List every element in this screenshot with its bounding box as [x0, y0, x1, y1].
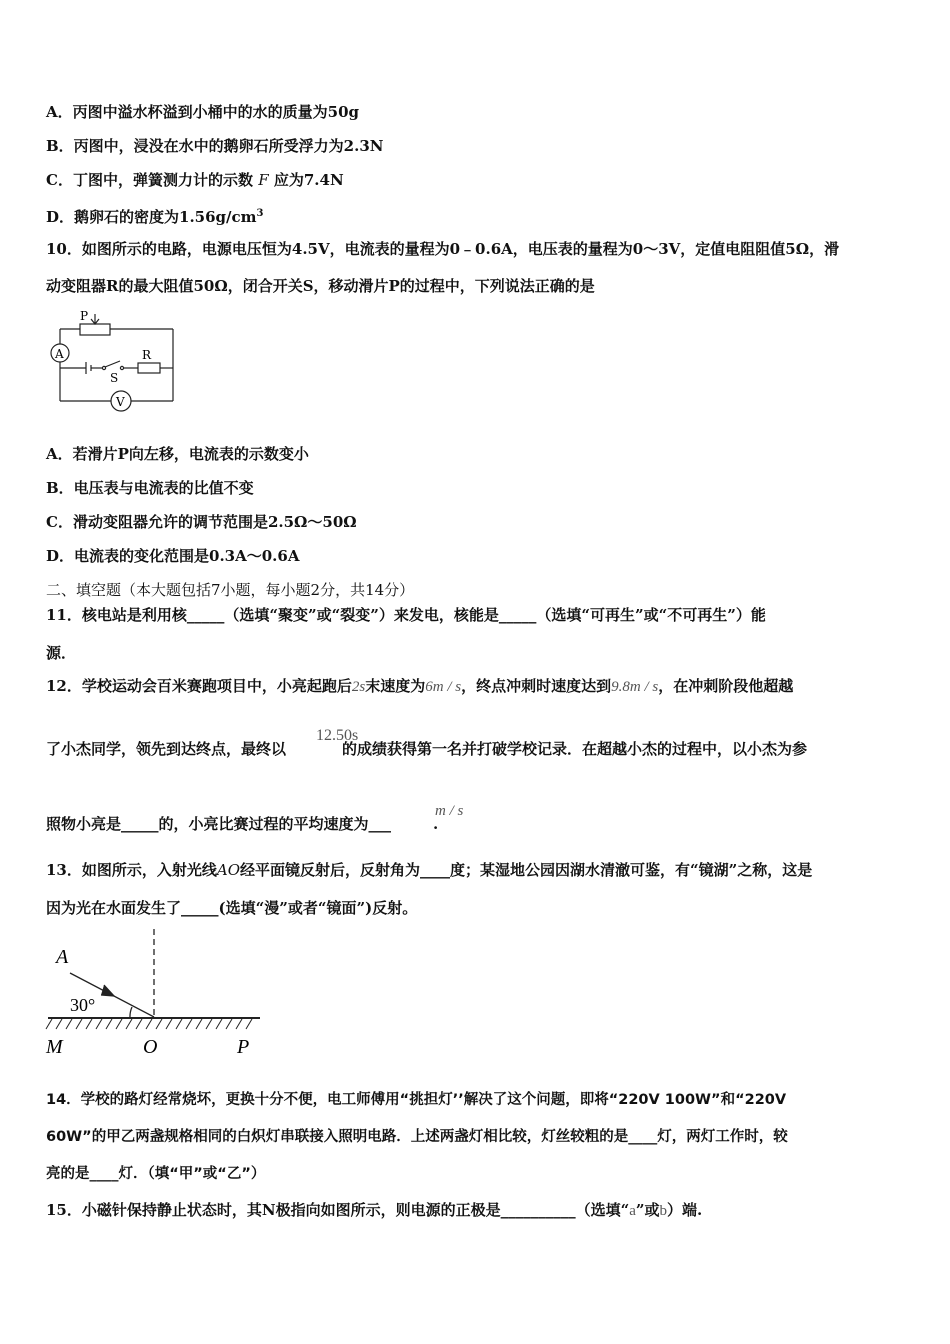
q9-option-c-pre: C．丁图中，弹簧测力计的示数 [46, 171, 253, 189]
q12-l3-b: . [433, 815, 439, 833]
circuit-label-r: R [142, 348, 152, 362]
mirror-label-angle: 30° [70, 995, 96, 1015]
mirror-label-m: M [46, 1036, 63, 1058]
q15-c: ）端. [667, 1201, 703, 1219]
q12-l1-speed1: 6m / s [425, 679, 462, 695]
q9-option-d-pre: D．鹅卵石的密度为1.56g/cm [46, 208, 257, 226]
q10-option-c: C．滑动变阻器允许的调节范围是2.5Ω～50Ω [46, 513, 357, 531]
q12-l1-speed2: 9.8m / s [611, 679, 659, 695]
q9-option-d-sup: 3 [256, 208, 264, 219]
mirror-hatching [46, 1019, 252, 1029]
q12-l1-a: 12．学校运动会百米赛跑项目中，小亮起跑后 [46, 677, 352, 695]
q9-option-b: B．丙图中，浸没在水中的鹅卵石所受浮力为2.3N [46, 137, 384, 155]
q12-l1-time: 2s [351, 679, 366, 695]
q10-circuit-diagram [40, 306, 185, 416]
q12-line3 [46, 814, 438, 834]
circuit-label-s: S [110, 371, 119, 385]
q10-stem-line1: 10．如图所示的电路，电源电压恒为4.5V，电流表的量程为0﹣0.6A，电压表的量程为0～3V，定值电阻阻值5Ω，滑 [46, 240, 840, 258]
q11-line2: 源． [46, 644, 77, 662]
q10-option-a: A．若滑片P向左移，电流表的示数变小 [46, 445, 309, 463]
q15-opt-b: b [659, 1203, 668, 1219]
q10-option-b: B．电压表与电流表的比值不变 [46, 479, 254, 497]
q15-opt-a: a [629, 1203, 636, 1219]
q15-a: 15．小磁针保持静止状态时，其N极指向如图所示，则电源的正极是__________（选填“ [46, 1201, 630, 1219]
q11-line1: 11．核电站是利用核_____（选填“聚变”或“裂变”）来发电，核能是_____（选填“可再生”或“不可再生”）能 [46, 606, 766, 624]
q10-option-d: D．电流表的变化范围是0.3A～0.6A [46, 547, 300, 565]
q10-stem-line2: 动变阻器R的最大阻值50Ω，闭合开关S，移动滑片P的过程中，下列说法正确的是 [46, 277, 595, 295]
q12-l2-b: 的成绩获得第一名并打破学校记录．在超越小杰的过程中，以小杰为参 [342, 740, 808, 758]
q12-l1-d: ，在冲刺阶段他超越 [658, 677, 794, 695]
q12-l2-a: 了小杰同学，领先到达终点，最终以 [46, 740, 287, 758]
angle-arc [130, 1007, 132, 1018]
q12-l3-a: 照物小亮是_____的，小亮比赛过程的平均速度为___ [46, 815, 392, 833]
q14-line3: 亮的是____灯．（填“甲”或“乙”） [46, 1166, 266, 1182]
q13-line2: 因为光在水面发生了_____(选填“漫”或者“镜面”)反射。 [46, 899, 418, 917]
circuit-label-p: P [80, 309, 89, 323]
q12-l1-c: ，终点冲刺时速度达到 [461, 677, 612, 695]
q9-option-a: A．丙图中溢水杯溢到小桶中的水的质量为50g [46, 103, 360, 121]
switch-symbol [105, 361, 120, 367]
mirror-label-a: A [56, 946, 69, 968]
q12-l1-b: 末速度为 [365, 677, 426, 695]
mirror-label-o: O [143, 1036, 158, 1058]
q9-option-c [46, 170, 344, 190]
q15-line [46, 1200, 702, 1221]
q13-l1-var: AO [216, 861, 241, 879]
mirror-label-p: P [237, 1036, 250, 1058]
q9-option-c-var: F [258, 171, 269, 189]
section-2-heading: 二、填空题（本大题包括7小题，每小题2分，共14分） [46, 581, 415, 599]
q12-time-value: 12.50s [316, 727, 359, 744]
circuit-label-v: V [116, 395, 125, 409]
q9-option-c-post: 应为7.4N [273, 171, 344, 189]
q14-line1: 14．学校的路灯经常烧坏，更换十分不便，电工师傅用“挑担灯’’解决了这个问题，即将“220V 100W”和“220V [46, 1092, 787, 1108]
q12-unit: m / s [435, 803, 464, 819]
circuit-label-a: A [55, 347, 64, 361]
q13-line1 [46, 860, 812, 880]
ray-arrow [101, 985, 114, 996]
q12-line1 [46, 676, 793, 697]
resistor-symbol [138, 363, 160, 373]
q13-mirror-diagram [40, 925, 270, 1060]
q12-line2 [46, 739, 807, 759]
q14-line2: 60W”的甲乙两盏规格相同的白炽灯串联接入照明电路．上述两盏灯相比较，灯丝较粗的是____灯，两灯工作时，较 [46, 1129, 788, 1145]
rheostat-symbol [80, 324, 110, 335]
q15-b: ”或 [635, 1201, 660, 1219]
q13-l1-a: 13．如图所示，入射光线 [46, 861, 217, 879]
q9-option-d [46, 204, 263, 227]
q13-l1-b: 经平面镜反射后，反射角为____度；某湿地公园因湖水清澈可鉴，有“镜湖”之称，这是 [240, 861, 813, 879]
